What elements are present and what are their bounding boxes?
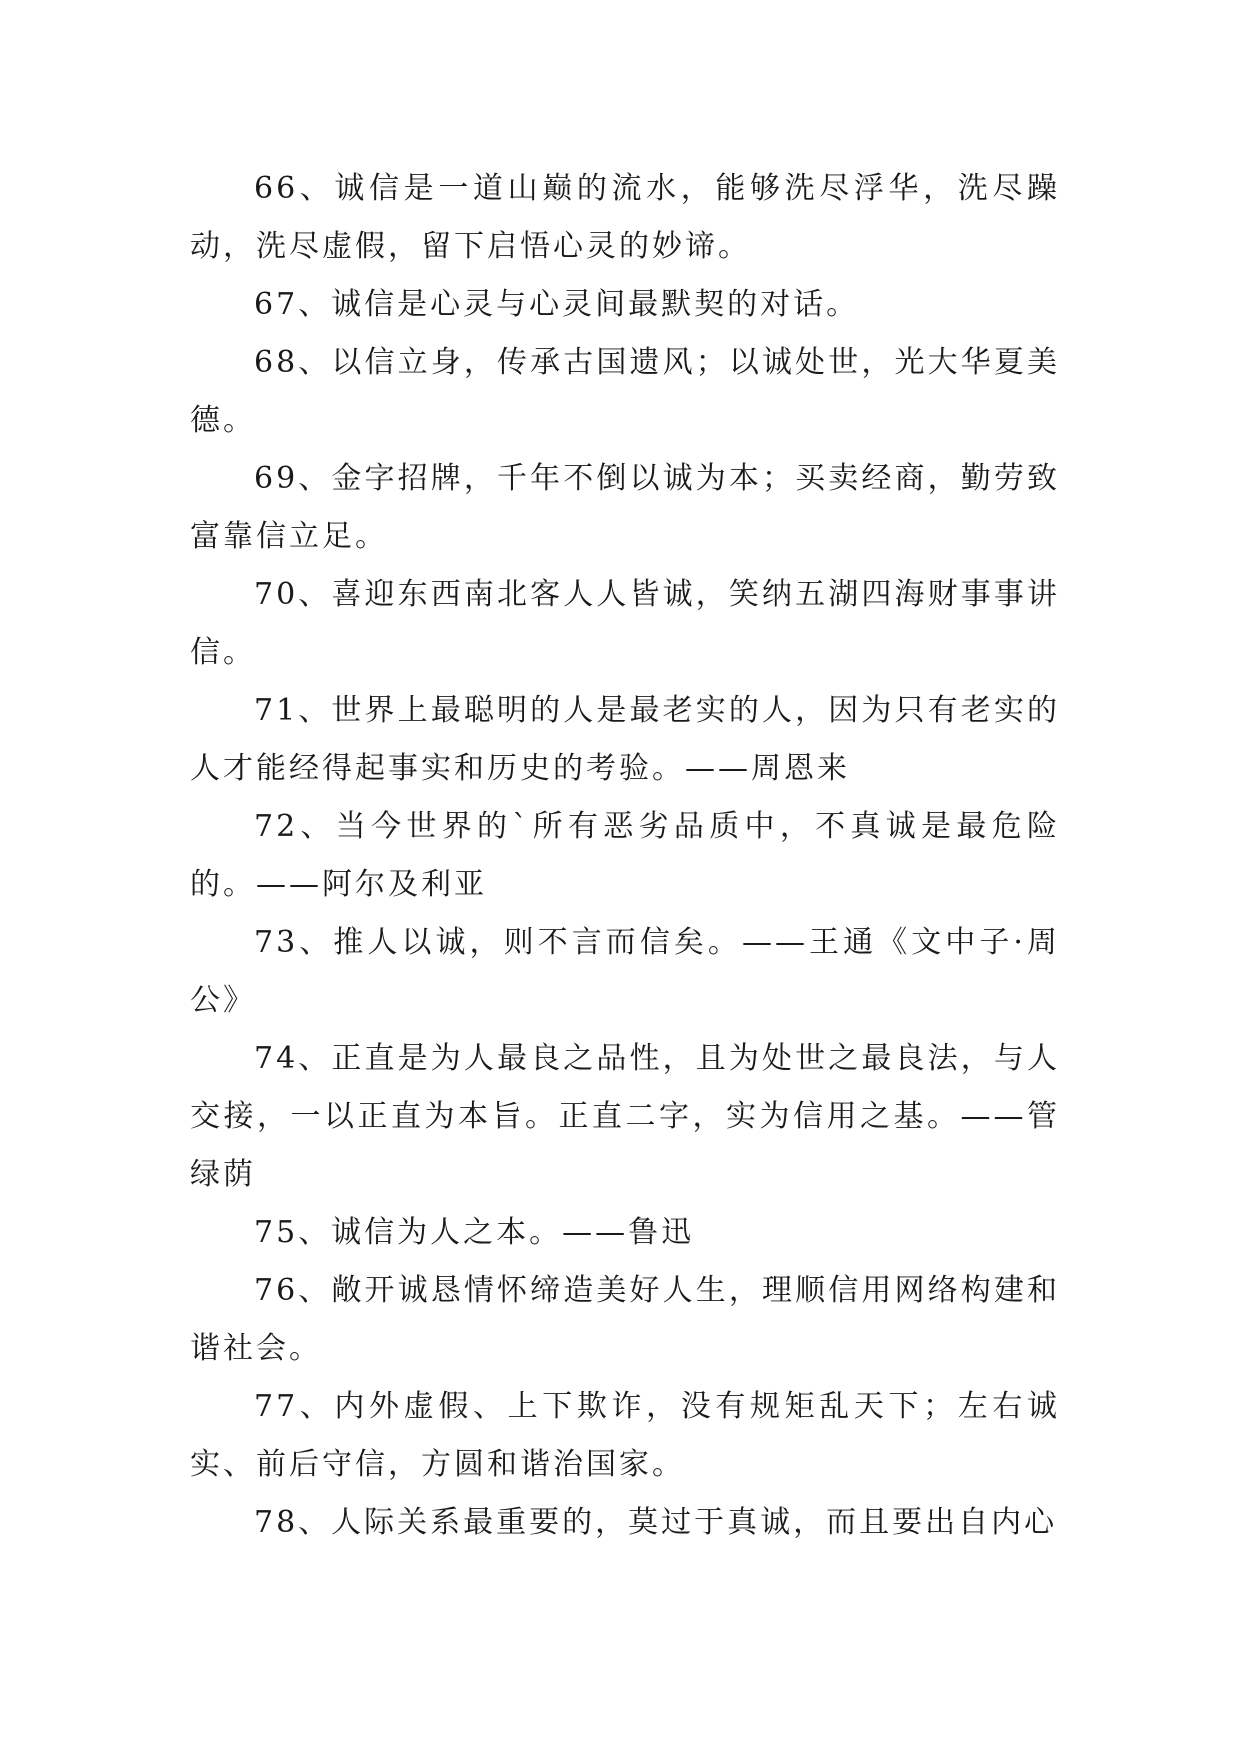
quote-74: 74、正直是为人最良之品性，且为处世之最良法，与人交接，一以正直为本旨。正直二字，实为信用之基。——管绿荫	[190, 1041, 1060, 1192]
quote-76: 76、敞开诚恳情怀缔造美好人生，理顺信用网络构建和谐社会。	[190, 1273, 1060, 1366]
quote-72: 72、当今世界的`所有恶劣品质中，不真诚是最危险的。——阿尔及利亚	[190, 809, 1060, 902]
document-body	[190, 160, 1060, 1552]
quote-71: 71、世界上最聪明的人是最老实的人，因为只有老实的人才能经得起事实和历史的考验。——周恩来	[190, 693, 1060, 786]
quote-77: 77、内外虚假、上下欺诈，没有规矩乱天下；左右诚实、前后守信，方圆和谐治国家。	[190, 1389, 1060, 1482]
quote-69: 69、金字招牌，千年不倒以诚为本；买卖经商，勤劳致富靠信立足。	[190, 461, 1060, 554]
quote-78: 78、人际关系最重要的，莫过于真诚，而且要出自内心	[254, 1505, 1058, 1540]
quote-73: 73、推人以诚，则不言而信矣。——王通《文中子·周公》	[190, 925, 1060, 1018]
quote-68: 68、以信立身，传承古国遗风；以诚处世，光大华夏美德。	[190, 345, 1060, 438]
quote-70: 70、喜迎东西南北客人人皆诚，笑纳五湖四海财事事讲信。	[190, 577, 1060, 670]
quote-75: 75、诚信为人之本。——鲁迅	[254, 1215, 695, 1250]
quote-67: 67、诚信是心灵与心灵间最默契的对话。	[254, 287, 860, 322]
quote-66: 66、诚信是一道山巅的流水，能够洗尽浮华，洗尽躁动，洗尽虚假，留下启悟心灵的妙谛。	[190, 171, 1060, 264]
